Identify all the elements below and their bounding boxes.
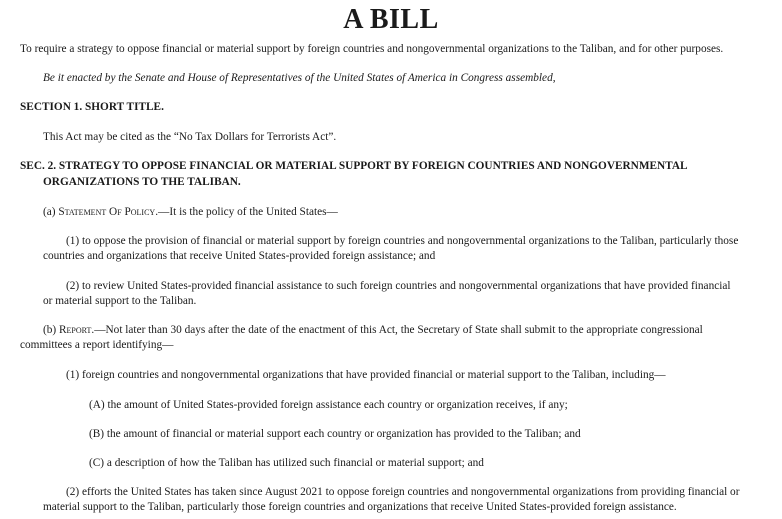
paragraph-b1: (1) foreign countries and nongovernmental organizations that have provided financial or material support to the Taliban, including— xyxy=(66,369,666,381)
paragraph-a1-line-1: (1) to oppose the provision of financial or material support by foreign countries and nongovernmental organizations to the Taliban, particularly those xyxy=(66,235,739,247)
bill-title: A BILL xyxy=(343,4,439,35)
section-1-heading: SECTION 1. SHORT TITLE. xyxy=(20,101,164,113)
subsection-b-text: .—Not later than 30 days after the date of the enactment of this Act, the Secretary of State shall submit to the appropriate congressional xyxy=(91,324,703,336)
subsection-a-header xyxy=(43,205,338,219)
subsection-b-line-1 xyxy=(43,323,703,337)
section-2-heading-line-1: SEC. 2. STRATEGY TO OPPOSE FINANCIAL OR MATERIAL SUPPORT BY FOREIGN COUNTRIES AND NONGOVERNMENTAL xyxy=(20,160,688,172)
subsection-b-label: (b) xyxy=(43,324,59,336)
short-title-text: This Act may be cited as the “No Tax Dollars for Terrorists Act”. xyxy=(43,131,337,143)
paragraph-a2-line-1: (2) to review United States-provided financial assistance to such foreign countries and nongovernmental organizations that have provided financial xyxy=(66,280,731,292)
enacting-clause: Be it enacted by the Senate and House of Representatives of the United States of America in Congress assembled, xyxy=(43,72,556,84)
subsection-b-caption: Report xyxy=(59,324,92,336)
paragraph-a1-line-2: countries and organizations that receive United States-provided foreign assistance; and xyxy=(43,250,436,262)
subsection-a-label: (a) xyxy=(43,206,59,218)
subsection-a-text: .—It is the policy of the United States— xyxy=(155,206,338,218)
subparagraph-b1-c: (C) a description of how the Taliban has utilized such financial or material support; and xyxy=(89,457,484,469)
subsection-a-caption: Statement Of Policy xyxy=(58,206,156,218)
subsection-b-line-2: committees a report identifying— xyxy=(20,339,174,351)
paragraph-b2-line-1: (2) efforts the United States has taken since August 2021 to oppose foreign countries and nongovernmental organizations from providing financial or xyxy=(66,486,740,498)
paragraph-b2-line-2: material support to the Taliban, particularly those foreign countries and organizations that receive United States-provided foreign assistance. xyxy=(43,501,677,513)
subparagraph-b1-b: (B) the amount of financial or material support each country or organization has provided to the Taliban; and xyxy=(89,428,581,440)
bill-purpose: To require a strategy to oppose financial or material support by foreign countries and nongovernmental organizations to the Taliban, and for other purposes. xyxy=(20,43,724,55)
section-2-heading-line-2: ORGANIZATIONS TO THE TALIBAN. xyxy=(43,176,241,188)
paragraph-a2-line-2: or material support to the Taliban. xyxy=(43,295,197,307)
subparagraph-b1-a: (A) the amount of United States-provided foreign assistance each country or organization receives, if any; xyxy=(89,399,568,411)
